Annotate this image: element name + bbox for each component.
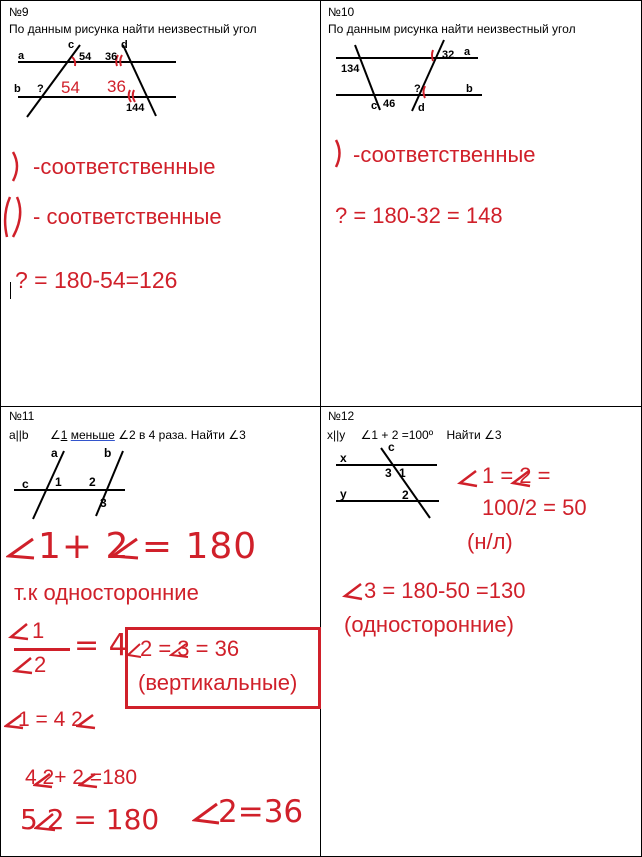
label-144: 144 (126, 102, 145, 114)
task-sum: 1 + 2 =100º (371, 428, 434, 442)
label-y: y (340, 487, 347, 501)
fraction-denominator: 2 (34, 652, 47, 677)
angle-icon (8, 622, 30, 642)
problem-10-cell (320, 0, 642, 406)
problem-9-note-2: - соответственные (33, 204, 222, 229)
problem-12-line-5: (односторонние) (344, 612, 514, 637)
problem-11-eq-3: 4 2+ 2 =180 (25, 766, 138, 789)
fraction-equals: = 4 (74, 628, 128, 663)
single-arc-mark (332, 138, 346, 170)
problem-11-eq-5: 2=36 (218, 794, 304, 830)
label-c: c (371, 100, 378, 112)
red-label-36: 36 (107, 77, 126, 96)
problem-11-fraction (8, 618, 128, 678)
double-arc-mark (2, 195, 26, 241)
label-b: b (14, 83, 21, 95)
problem-11-eq-4: 5 2 = 180 (20, 803, 160, 836)
angle-icon: ∠ (49, 428, 61, 442)
fraction-numerator: 1 (32, 618, 45, 643)
problem-11-eq-2: 1 = 4 2 (18, 708, 83, 731)
label-1: 1 (55, 475, 62, 489)
label-54: 54 (79, 51, 92, 63)
problem-11-number: №11 (9, 409, 35, 423)
red-label-54: 54 (61, 78, 80, 97)
problem-10-answer: ? = 180-32 = 148 (335, 203, 503, 228)
label-1: 1 (399, 466, 406, 480)
label-36: 36 (105, 51, 118, 63)
angle-icon (12, 656, 34, 676)
angle-icon (6, 536, 36, 564)
problem-12-line-4: 3 = 180-50 =130 (364, 578, 526, 603)
label-2: 2 (402, 488, 409, 502)
task-rest: 2 в 4 раза. Найти (128, 428, 225, 442)
label-d: d (121, 39, 128, 51)
problem-9-figure (0, 0, 320, 140)
fraction-bar (14, 648, 70, 651)
problem-9-task: По данным рисунка найти неизвестный угол (9, 22, 257, 36)
label-134: 134 (341, 63, 360, 75)
problem-11-figure (0, 406, 320, 526)
label-c: c (388, 440, 395, 454)
problem-9-answer: ? = 180-54=126 (15, 267, 178, 293)
task-parallel: a||b (9, 428, 29, 442)
text-cursor (10, 282, 11, 299)
label-3: 3 (100, 496, 107, 510)
label-c: c (68, 39, 75, 51)
angle-icon: ∠ (118, 428, 129, 442)
label-a: a (51, 446, 58, 460)
problem-11-reason: т.к односторонние (14, 580, 199, 605)
task-parallel: x||y (327, 428, 346, 442)
problem-12-cell (320, 406, 642, 857)
problem-12-number: №12 (328, 409, 355, 423)
angle-icon (192, 802, 220, 828)
label-unknown: ? (414, 83, 421, 95)
problem-12-line-2: 100/2 = 50 (482, 495, 587, 520)
task-angle-1: 1 (60, 428, 68, 442)
problem-12-line-3: (н/л) (467, 529, 513, 554)
problem-10-number: №10 (328, 5, 355, 19)
task-find: Найти (446, 428, 481, 442)
problem-10-figure (320, 0, 642, 130)
single-arc-mark (8, 150, 24, 184)
label-c: c (22, 477, 29, 491)
label-32: 32 (442, 49, 455, 61)
task-angle-3: 3 (239, 428, 246, 442)
box-line-2: (вертикальные) (138, 670, 298, 695)
angle-icon (342, 582, 364, 602)
box-line-1: 2 = 3 = 36 (140, 636, 240, 661)
label-46: 46 (383, 98, 396, 110)
label-2: 2 (89, 475, 96, 489)
problem-11-cell (0, 406, 320, 857)
problem-10-task: По данным рисунка найти неизвестный угол (328, 22, 576, 36)
angle-icon (457, 469, 479, 489)
problem-9-note-1: -соответственные (33, 154, 216, 179)
problem-9-number: №9 (9, 5, 29, 19)
label-unknown: ? (37, 83, 44, 95)
label-b: b (104, 446, 112, 460)
task-word-less: меньше (70, 428, 115, 442)
problem-10-note-1: -соответственные (353, 142, 536, 167)
label-a: a (18, 50, 25, 62)
angle-icon: ∠ (484, 428, 495, 442)
eq-1-text: 1+ 2 = 180 (38, 526, 258, 567)
problem-9-cell (0, 0, 320, 406)
angle-icon: ∠ (360, 428, 372, 442)
label-a: a (464, 46, 471, 58)
angle-icon: ∠ (228, 428, 240, 442)
problem-12-figure (320, 406, 642, 526)
label-3: 3 (385, 466, 392, 480)
label-x: x (340, 451, 347, 465)
label-b: b (466, 83, 473, 95)
problem-12-line-1: 1 = 2 = (482, 463, 551, 488)
label-d: d (418, 102, 425, 114)
task-angle-3: 3 (494, 428, 502, 442)
